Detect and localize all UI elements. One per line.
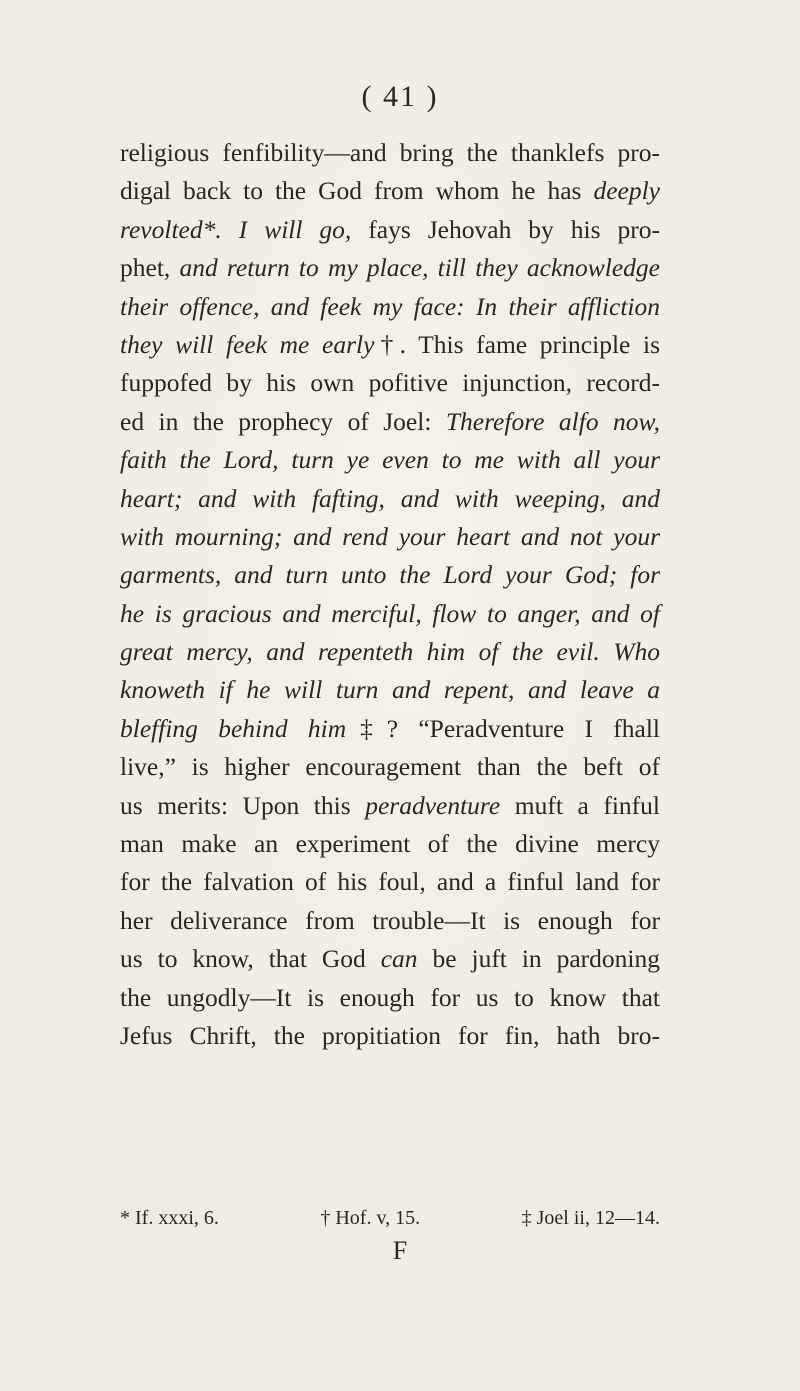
footnote: † Hof. v, 15. [320,1207,421,1229]
text-line [120,249,660,287]
text-line [120,825,660,863]
text-run: us to know, that God [120,944,381,974]
text-line [120,441,660,479]
text-line [120,940,660,978]
text-run: ‡? [346,713,419,743]
text-run: live,” is higher encouragement than the beft of [120,752,660,782]
text-line [120,211,660,249]
signature-mark: F [392,1236,408,1265]
text-line [120,710,660,748]
italic-text: bleffing behind him [120,713,347,743]
text-line [120,556,660,594]
text-run: us merits: Upon this [120,790,366,820]
text-line [120,902,660,940]
italic-text: garments, and turn unto the Lord your God; for [120,560,660,590]
italic-text: they will feek me early [120,329,375,359]
italic-text: deeply [593,176,660,206]
body-text [120,134,660,1055]
text-line [120,633,660,671]
text-line [120,364,660,402]
italic-text: revolted*. [120,214,222,244]
text-run: “Peradventure I fhall [418,713,661,743]
text-line [120,480,660,518]
italic-text: faith the Lord, turn ye even to me with all your [120,445,660,475]
text-run: †. This fame principle is [374,329,660,359]
italic-text: their offence, and feek my face: In their affliction [120,291,660,321]
page-number: ( 41 ) [361,80,439,113]
text-run: be juft in pardoning [417,944,660,974]
text-run: phet, [120,253,180,283]
italic-text: peradventure [365,790,501,820]
text-line [120,671,660,709]
italic-text: great mercy, and repenteth him of the evil. Who [120,637,660,667]
text-run: religious fenfibility—and bring the thanklefs pro- [120,138,660,167]
text-line [120,979,660,1017]
text-line [120,134,660,172]
italic-text: he is gracious and merciful, flow to anger, and of [120,598,660,628]
italic-text: and return to my place, till they acknowledge [179,253,660,283]
footnote: * If. xxxi, 6. [120,1207,219,1229]
text-line [120,787,660,825]
text-run: muft a finful [500,790,660,820]
footnotes [120,1207,660,1230]
text-line [120,326,660,364]
text-line [120,748,660,786]
text-line [120,172,660,210]
footnote: ‡ Joel ii, 12—14. [521,1207,660,1229]
text-run: ed in the prophecy of Joel: [120,406,446,436]
italic-text: Therefore alfo now, [445,406,660,436]
text-run: man make an experiment of the divine mercy [120,829,660,859]
text-line [120,595,660,633]
text-run: for the falvation of his foul, and a finful land for [120,867,660,897]
italic-text: can [380,944,418,974]
italic-text: knoweth if he will turn and repent, and leave a [120,675,660,705]
text-run: fuppofed by his own pofitive injunction, record- [120,368,660,398]
text-run: the ungodly—It is enough for us to know that [120,982,660,1012]
text-line [120,1017,660,1055]
text-line [120,403,660,441]
text-run [222,215,239,244]
text-line [120,863,660,901]
italic-text: with mourning; and rend your heart and not your [120,521,660,551]
text-line [120,518,660,556]
text-line [120,288,660,326]
text-run: her deliverance from trouble—It is enough for [120,905,660,935]
text-run: fays Jehovah by his pro- [351,214,660,244]
italic-text: heart; and with fafting, and with weeping, and [120,483,660,513]
text-run: digal back to the God from whom he has [120,176,594,206]
italic-text: I will go, [238,214,352,244]
text-run: Jefus Chrift, the propitiation for fin, hath bro- [120,1020,660,1050]
